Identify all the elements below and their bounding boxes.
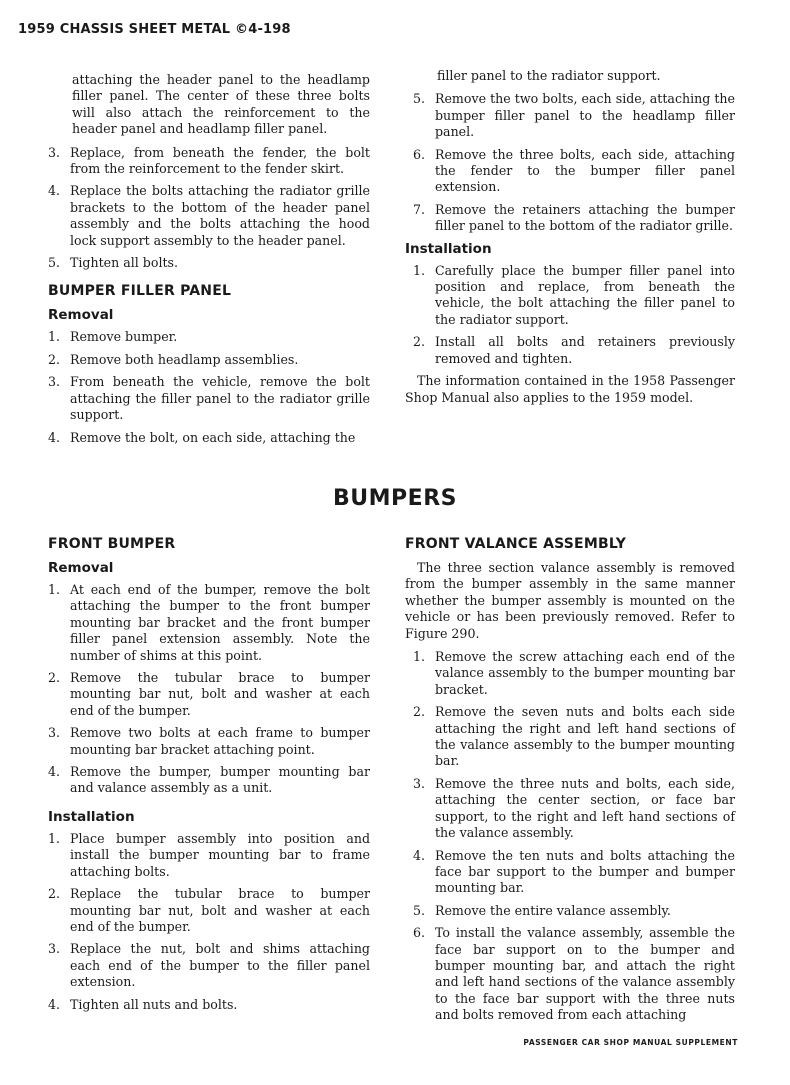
step-text: Remove the screw attaching each end of the valance assembly to the bumper mounting bar bracket. xyxy=(435,649,735,697)
step-number: 1. xyxy=(413,649,426,665)
filler-panel-removal-steps xyxy=(40,329,370,445)
filler-panel-removal-steps-continued xyxy=(405,91,735,234)
list-item xyxy=(405,848,735,897)
list-item xyxy=(405,91,735,140)
step-number: 4. xyxy=(413,847,426,863)
step-text: Remove the seven nuts and bolts each side attaching the right and left hand sections of the valance assembly to the bumper mounting bar. xyxy=(435,704,735,769)
list-item xyxy=(405,925,735,1023)
step-text: Remove both headlamp assemblies. xyxy=(70,351,299,367)
chapter-title: BUMPERS xyxy=(333,486,457,511)
list-item xyxy=(40,725,370,758)
step-number: 7. xyxy=(413,201,426,217)
step-number: 1. xyxy=(413,262,426,278)
step-number: 4. xyxy=(48,764,61,780)
step-text: Remove the three bolts, each side, attaching the fender to the bumper filler panel extension. xyxy=(435,146,735,195)
step-number: 5. xyxy=(413,902,426,918)
step-number: 3. xyxy=(48,374,61,390)
list-item xyxy=(40,941,370,990)
list-item xyxy=(40,352,370,368)
step-text: At each end of the bumper, remove the bolt attaching the bumper to the front bumper mounting bar bracket and the front bumper filler panel extension assembly. Note the number of shims at this point. xyxy=(70,582,370,663)
list-item xyxy=(405,202,735,235)
front-bumper-removal-steps xyxy=(40,582,370,797)
step-text: Replace the bolts attaching the radiator grille brackets to the bottom of the header panel assembly and the bolts attaching the hood lock support assembly to the header panel. xyxy=(70,183,370,248)
header-panel-steps xyxy=(40,145,370,272)
list-item xyxy=(40,329,370,345)
step-number: 3. xyxy=(48,725,61,741)
list-item xyxy=(40,183,370,249)
top-right-column xyxy=(405,68,735,413)
step-number: 3. xyxy=(413,775,426,791)
step-text: Remove the three nuts and bolts, each side, attaching the center section, or face bar support, to the right and left hand sections of the valance assembly. xyxy=(435,775,735,841)
step-text: Remove the bolt, on each side, attaching the xyxy=(70,429,356,445)
front-valance-column xyxy=(405,536,735,1030)
front-bumper-column xyxy=(40,536,370,1019)
step-text: To install the valance assembly, assemble the face bar support on to the bumper and bumper mounting bar, and attach the right and left hand sections of the valance assembly to the face bar support with the three nuts and bolts removed from each attaching xyxy=(435,925,735,1023)
list-item xyxy=(405,776,735,842)
step-number: 3. xyxy=(48,144,61,160)
section-title-bumper-filler-panel: BUMPER FILLER PANEL xyxy=(48,283,232,300)
list-item xyxy=(40,764,370,797)
step-number: 2. xyxy=(48,351,61,367)
list-item xyxy=(405,649,735,698)
list-item xyxy=(405,334,735,367)
step-text: Remove the retainers attaching the bumper filler panel to the bottom of the radiator grille. xyxy=(435,201,735,234)
page-footer: PASSENGER CAR SHOP MANUAL SUPPLEMENT xyxy=(523,1038,738,1047)
continuation-text: filler panel to the radiator support. xyxy=(437,68,661,83)
list-item xyxy=(405,704,735,770)
step-text: Place bumper assembly into position and install the bumper mounting bar to frame attaching bolts. xyxy=(70,830,370,879)
step-text: Replace the tubular brace to bumper mounting bar nut, bolt and washer at each end of the bumper. xyxy=(70,886,370,934)
step-number: 1. xyxy=(48,830,61,846)
step-number: 1. xyxy=(48,329,61,345)
top-left-column xyxy=(40,72,370,452)
list-item xyxy=(405,147,735,196)
step-text: Remove bumper. xyxy=(70,329,178,345)
front-bumper-installation-steps xyxy=(40,831,370,1013)
continuation-text: attaching the header panel to the headlamp filler panel. The center of these three bolts will also attach the reinforcement to the header panel and headlamp filler panel. xyxy=(72,72,370,137)
step-number: 2. xyxy=(48,670,61,686)
step-number: 4. xyxy=(48,183,61,199)
step-text: Tighten all bolts. xyxy=(70,255,178,271)
step-number: 5. xyxy=(413,91,426,107)
list-item xyxy=(40,145,370,178)
step-text: Replace the nut, bolt and shims attaching each end of the bumper to the filler panel extension. xyxy=(70,941,370,990)
list-item xyxy=(405,263,735,329)
step-text: Remove the two bolts, each side, attaching the bumper filler panel to the headlamp filler panel. xyxy=(435,91,735,140)
step-number: 1. xyxy=(48,582,61,597)
step-number: 2. xyxy=(48,886,61,902)
list-item xyxy=(40,582,370,664)
list-item xyxy=(40,831,370,880)
subheading-installation: Installation xyxy=(48,808,135,825)
list-item xyxy=(405,903,735,919)
section-title-front-bumper: FRONT BUMPER xyxy=(48,536,176,552)
step-number: 6. xyxy=(413,925,426,941)
intro-paragraph: The three section valance assembly is removed from the bumper assembly in the same manner whether the bumper assembly is mounted on the vehicle or has been previously removed. Refer to Figure 290. xyxy=(405,560,735,641)
subheading-installation: Installation xyxy=(405,240,492,257)
step-text: Remove the ten nuts and bolts attaching the face bar support to the bumper and bumper mounting bar. xyxy=(435,847,735,896)
subheading-removal: Removal xyxy=(48,560,114,576)
subheading-removal: Removal xyxy=(48,307,114,324)
filler-panel-installation-steps xyxy=(405,263,735,367)
step-text: Remove the tubular brace to bumper mounting bar nut, bolt and washer at each end of the bumper. xyxy=(70,670,370,718)
list-item xyxy=(40,670,370,719)
list-item xyxy=(40,255,370,271)
step-number: 6. xyxy=(413,146,426,162)
page-header: 1959 CHASSIS SHEET METAL ©4-198 xyxy=(18,22,291,37)
step-text: Remove two bolts at each frame to bumper mounting bar bracket attaching point. xyxy=(70,725,370,757)
list-item xyxy=(40,430,370,446)
step-text: Remove the bumper, bumper mounting bar and valance assembly as a unit. xyxy=(70,764,370,796)
step-number: 2. xyxy=(413,334,426,350)
step-number: 4. xyxy=(48,996,61,1012)
list-item xyxy=(40,997,370,1013)
front-valance-steps xyxy=(405,649,735,1024)
step-text: Replace, from beneath the fender, the bolt from the reinforcement to the fender skirt. xyxy=(70,144,370,177)
step-number: 4. xyxy=(48,429,61,445)
step-text: Tighten all nuts and bolts. xyxy=(70,996,238,1012)
list-item xyxy=(40,374,370,423)
step-text: From beneath the vehicle, remove the bolt attaching the filler panel to the radiator grille support. xyxy=(70,374,370,423)
section-title-front-valance-assembly: FRONT VALANCE ASSEMBLY xyxy=(405,536,627,552)
note-paragraph: The information contained in the 1958 Passenger Shop Manual also applies to the 1959 model. xyxy=(405,373,735,405)
step-number: 5. xyxy=(48,255,61,271)
step-number: 3. xyxy=(48,941,61,957)
list-item xyxy=(40,886,370,935)
step-text: Remove the entire valance assembly. xyxy=(435,902,671,918)
step-number: 2. xyxy=(413,704,426,720)
step-text: Install all bolts and retainers previously removed and tighten. xyxy=(435,334,735,366)
step-text: Carefully place the bumper filler panel into position and replace, from beneath the vehicle, the bolt attaching the filler panel to the radiator support. xyxy=(435,262,735,327)
